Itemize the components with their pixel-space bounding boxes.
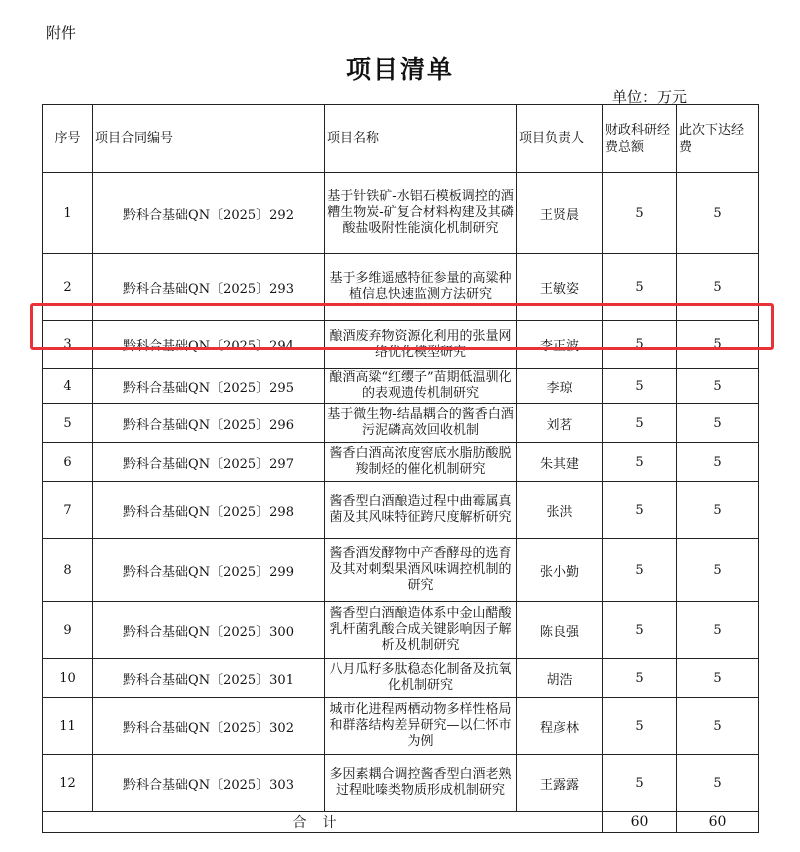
row-leader: 陈良强 <box>517 602 603 659</box>
row-project-name <box>325 443 517 482</box>
project-name-text: 酱香白酒高浓度窖底水脂肪酸脱羧制烃的催化机制研究 <box>329 446 512 477</box>
row-index: 7 <box>43 482 93 539</box>
project-name-text: 酿酒废弃物资源化利用的张量网络优化模型研究 <box>329 328 512 360</box>
total-label: 合计 <box>43 812 603 833</box>
table-row <box>43 321 759 369</box>
header-contract-no: 项目合同编号 <box>93 105 325 173</box>
row-leader: 王贤晨 <box>517 173 603 254</box>
table-row <box>43 173 759 254</box>
row-total-funding: 5 <box>603 321 677 369</box>
row-project-name <box>325 404 517 443</box>
project-name-text: 酱香型白酒酿造过程中曲霉属真菌及其风味特征跨尺度解析研究 <box>329 494 512 525</box>
row-leader: 李正波 <box>517 321 603 369</box>
row-project-name <box>325 321 517 369</box>
table-row <box>43 755 759 812</box>
row-project-name <box>325 698 517 755</box>
table-row <box>43 659 759 698</box>
row-allocated: 5 <box>677 443 759 482</box>
total-allocated-sum: 60 <box>677 812 759 833</box>
header-project-name: 项目名称 <box>325 105 517 173</box>
project-name-text: 酿酒高粱“红缨子”苗期低温驯化的表观遗传机制研究 <box>329 370 512 401</box>
row-index: 12 <box>43 755 93 812</box>
project-name-text: 酱香酒发酵物中产香酵母的选育及其对刺梨果酒风味调控机制的研究 <box>329 546 512 593</box>
row-total-funding: 5 <box>603 443 677 482</box>
row-leader: 王敏姿 <box>517 254 603 321</box>
header-leader: 项目负责人 <box>517 105 603 173</box>
project-name-text: 八月瓜籽多肽稳态化制备及抗氧化机制研究 <box>329 662 512 693</box>
table-row <box>43 698 759 755</box>
row-leader: 王露露 <box>517 755 603 812</box>
row-leader: 朱其建 <box>517 443 603 482</box>
header-total-funding: 财政科研经费总额 <box>603 105 677 173</box>
row-allocated: 5 <box>677 404 759 443</box>
row-leader: 胡浩 <box>517 659 603 698</box>
row-leader: 张洪 <box>517 482 603 539</box>
row-contract-no: 黔科合基础QN〔2025〕299 <box>93 539 325 602</box>
row-index: 1 <box>43 173 93 254</box>
row-contract-no: 黔科合基础QN〔2025〕298 <box>93 482 325 539</box>
table-row <box>43 602 759 659</box>
row-allocated: 5 <box>677 321 759 369</box>
row-index: 2 <box>43 254 93 321</box>
row-index: 10 <box>43 659 93 698</box>
project-name-text: 基于微生物-结晶耦合的酱香白酒污泥磷高效回收机制 <box>327 407 514 438</box>
row-total-funding: 5 <box>603 698 677 755</box>
header-index: 序号 <box>43 105 93 173</box>
row-index: 8 <box>43 539 93 602</box>
row-allocated: 5 <box>677 755 759 812</box>
project-name-text: 多因素耦合调控酱香型白酒老熟过程吡嗪类物质形成机制研究 <box>329 767 512 798</box>
unit-label: 单位：万元 <box>612 88 688 106</box>
row-contract-no: 黔科合基础QN〔2025〕297 <box>93 443 325 482</box>
row-project-name <box>325 602 517 659</box>
row-total-funding: 5 <box>603 539 677 602</box>
total-row <box>43 812 759 833</box>
table-row <box>43 404 759 443</box>
page-title: 项目清单 <box>345 55 454 84</box>
project-name-text: 基于多维遥感特征参量的高粱种植信息快速监测方法研究 <box>329 271 512 302</box>
row-index: 9 <box>43 602 93 659</box>
row-total-funding: 5 <box>603 755 677 812</box>
row-total-funding: 5 <box>603 369 677 404</box>
row-contract-no: 黔科合基础QN〔2025〕302 <box>93 698 325 755</box>
attachment-label: 附件 <box>46 24 77 42</box>
row-allocated: 5 <box>677 482 759 539</box>
row-allocated: 5 <box>677 602 759 659</box>
row-contract-no: 黔科合基础QN〔2025〕301 <box>93 659 325 698</box>
row-index: 4 <box>43 369 93 404</box>
project-name-text: 城市化进程两栖动物多样性格局和群落结构差异研究—以仁怀市为例 <box>329 702 512 749</box>
header-allocated: 此次下达经费 <box>677 105 759 173</box>
table-row <box>43 254 759 321</box>
project-name-text: 酱香型白酒酿造体系中金山醋酸乳杆菌乳酸合成关键影响因子解析及机制研究 <box>329 606 512 653</box>
row-contract-no: 黔科合基础QN〔2025〕303 <box>93 755 325 812</box>
row-total-funding: 5 <box>603 482 677 539</box>
row-index: 11 <box>43 698 93 755</box>
row-contract-no: 黔科合基础QN〔2025〕295 <box>93 369 325 404</box>
project-name-text: 基于针铁矿-水铝石模板调控的酒糟生物炭-矿复合材料构建及其磷酸盐吸附性能演化机制研究 <box>327 189 514 236</box>
row-project-name <box>325 755 517 812</box>
row-total-funding: 5 <box>603 659 677 698</box>
row-project-name <box>325 482 517 539</box>
row-allocated: 5 <box>677 254 759 321</box>
row-project-name <box>325 254 517 321</box>
row-contract-no: 黔科合基础QN〔2025〕293 <box>93 254 325 321</box>
row-allocated: 5 <box>677 369 759 404</box>
row-index: 3 <box>43 321 93 369</box>
row-index: 5 <box>43 404 93 443</box>
row-leader: 刘茗 <box>517 404 603 443</box>
table-row <box>43 482 759 539</box>
row-contract-no: 黔科合基础QN〔2025〕292 <box>93 173 325 254</box>
row-contract-no: 黔科合基础QN〔2025〕300 <box>93 602 325 659</box>
row-project-name <box>325 173 517 254</box>
row-leader: 李琼 <box>517 369 603 404</box>
row-allocated: 5 <box>677 659 759 698</box>
row-total-funding: 5 <box>603 173 677 254</box>
row-index: 6 <box>43 443 93 482</box>
row-project-name <box>325 539 517 602</box>
project-table <box>42 104 759 833</box>
row-contract-no: 黔科合基础QN〔2025〕294 <box>93 321 325 369</box>
row-allocated: 5 <box>677 539 759 602</box>
table-header-row <box>43 105 759 173</box>
row-project-name <box>325 659 517 698</box>
row-total-funding: 5 <box>603 404 677 443</box>
total-funding-sum: 60 <box>603 812 677 833</box>
row-allocated: 5 <box>677 173 759 254</box>
table-row <box>43 443 759 482</box>
row-contract-no: 黔科合基础QN〔2025〕296 <box>93 404 325 443</box>
row-total-funding: 5 <box>603 602 677 659</box>
table-row <box>43 539 759 602</box>
row-leader: 程彦林 <box>517 698 603 755</box>
row-allocated: 5 <box>677 698 759 755</box>
row-total-funding: 5 <box>603 254 677 321</box>
table-row <box>43 369 759 404</box>
row-project-name <box>325 369 517 404</box>
row-leader: 张小勤 <box>517 539 603 602</box>
